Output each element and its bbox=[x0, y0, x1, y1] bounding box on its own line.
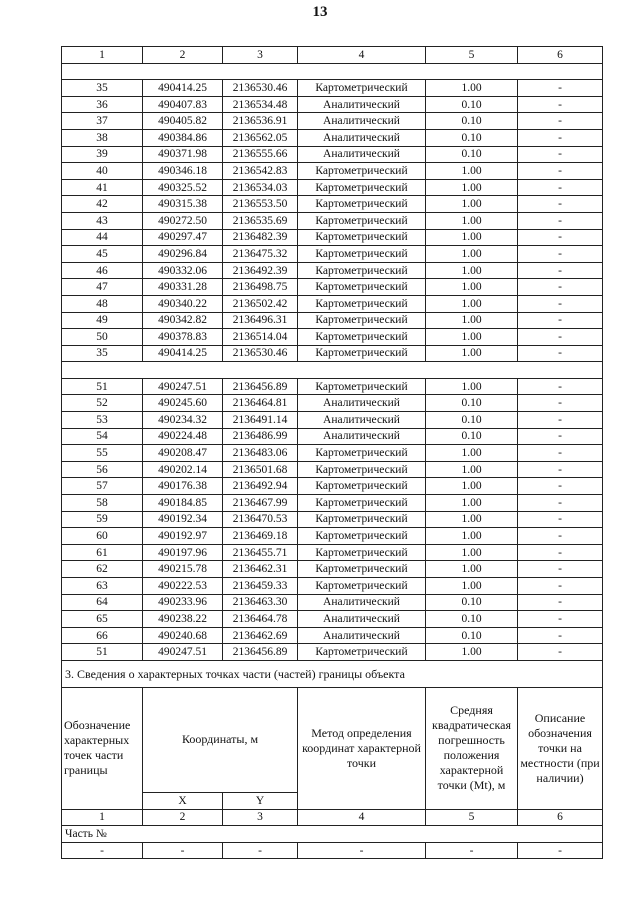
table-body bbox=[62, 47, 603, 859]
header-desc: Описание обозначения точки на местности (при наличии) bbox=[518, 687, 603, 809]
coord-y: 2136462.69 bbox=[223, 627, 298, 644]
coord-y: 2136502.42 bbox=[223, 295, 298, 312]
coord-y: 2136464.78 bbox=[223, 611, 298, 628]
method: Картометрический bbox=[298, 445, 426, 462]
table-row bbox=[62, 163, 603, 180]
table-row bbox=[62, 129, 603, 146]
coord-y: 2136462.31 bbox=[223, 561, 298, 578]
table-row bbox=[62, 412, 603, 429]
method: Картометрический bbox=[298, 80, 426, 97]
description: - bbox=[518, 279, 603, 296]
coord-x: 490407.83 bbox=[143, 96, 223, 113]
description: - bbox=[518, 295, 603, 312]
coord-x: 490192.34 bbox=[143, 511, 223, 528]
method: Аналитический bbox=[298, 611, 426, 628]
coord-y: 2136555.66 bbox=[223, 146, 298, 163]
coord-y: 2136470.53 bbox=[223, 511, 298, 528]
coord-y: 2136530.46 bbox=[223, 345, 298, 362]
coord-x: 490332.06 bbox=[143, 262, 223, 279]
method: Картометрический bbox=[298, 345, 426, 362]
error: 1.00 bbox=[426, 279, 518, 296]
method: Картометрический bbox=[298, 511, 426, 528]
error: 0.10 bbox=[426, 412, 518, 429]
table-row bbox=[62, 528, 603, 545]
table-row bbox=[62, 295, 603, 312]
table-row bbox=[62, 80, 603, 97]
point-number: 40 bbox=[62, 163, 143, 180]
method: Аналитический bbox=[298, 96, 426, 113]
point-number: 35 bbox=[62, 345, 143, 362]
coord-x: 490405.82 bbox=[143, 113, 223, 130]
point-number: 57 bbox=[62, 478, 143, 495]
coord-x: 490414.25 bbox=[143, 345, 223, 362]
description: - bbox=[518, 378, 603, 395]
error: 0.10 bbox=[426, 428, 518, 445]
coord-y: 2136496.31 bbox=[223, 312, 298, 329]
error: 0.10 bbox=[426, 146, 518, 163]
point-number: 62 bbox=[62, 561, 143, 578]
method: Аналитический bbox=[298, 113, 426, 130]
method: Аналитический bbox=[298, 594, 426, 611]
method: Аналитический bbox=[298, 428, 426, 445]
coord-y: 2136456.89 bbox=[223, 378, 298, 395]
table-row bbox=[62, 312, 603, 329]
column-number: 2 bbox=[143, 809, 223, 826]
method: Аналитический bbox=[298, 412, 426, 429]
coord-x: 490378.83 bbox=[143, 329, 223, 346]
point-number: 64 bbox=[62, 594, 143, 611]
error: 0.10 bbox=[426, 594, 518, 611]
error: 1.00 bbox=[426, 578, 518, 595]
method: Картометрический bbox=[298, 262, 426, 279]
point-number: 38 bbox=[62, 129, 143, 146]
coord-y: 2136501.68 bbox=[223, 461, 298, 478]
point-number: 54 bbox=[62, 428, 143, 445]
table-row bbox=[62, 345, 603, 362]
coord-y: 2136530.46 bbox=[223, 80, 298, 97]
error: 1.00 bbox=[426, 345, 518, 362]
description: - bbox=[518, 528, 603, 545]
empty-cell: - bbox=[62, 842, 143, 859]
column-number: 5 bbox=[426, 809, 518, 826]
method: Картометрический bbox=[298, 378, 426, 395]
point-number: 47 bbox=[62, 279, 143, 296]
column-number: 2 bbox=[143, 47, 223, 64]
coord-x: 490272.50 bbox=[143, 212, 223, 229]
description: - bbox=[518, 345, 603, 362]
error: 0.10 bbox=[426, 611, 518, 628]
point-number: 60 bbox=[62, 528, 143, 545]
coord-x: 490184.85 bbox=[143, 495, 223, 512]
point-number: 58 bbox=[62, 495, 143, 512]
description: - bbox=[518, 495, 603, 512]
table-row bbox=[62, 627, 603, 644]
section3-header-row bbox=[62, 687, 603, 792]
coord-x: 490245.60 bbox=[143, 395, 223, 412]
separator-row bbox=[62, 362, 603, 379]
coord-y: 2136536.91 bbox=[223, 113, 298, 130]
table-row bbox=[62, 428, 603, 445]
column-number: 5 bbox=[426, 47, 518, 64]
coord-y: 2136482.39 bbox=[223, 229, 298, 246]
point-number: 43 bbox=[62, 212, 143, 229]
column-number: 4 bbox=[298, 47, 426, 64]
table-row bbox=[62, 478, 603, 495]
table-row bbox=[62, 212, 603, 229]
coord-y: 2136514.04 bbox=[223, 329, 298, 346]
table-row bbox=[62, 196, 603, 213]
point-number: 66 bbox=[62, 627, 143, 644]
table-row bbox=[62, 246, 603, 263]
column-number-row bbox=[62, 809, 603, 826]
empty-cell: - bbox=[518, 842, 603, 859]
point-number: 50 bbox=[62, 329, 143, 346]
method: Картометрический bbox=[298, 495, 426, 512]
error: 0.10 bbox=[426, 395, 518, 412]
method: Картометрический bbox=[298, 478, 426, 495]
method: Картометрический bbox=[298, 528, 426, 545]
table-row bbox=[62, 578, 603, 595]
table-row bbox=[62, 445, 603, 462]
point-number: 39 bbox=[62, 146, 143, 163]
method: Аналитический bbox=[298, 627, 426, 644]
column-number: 1 bbox=[62, 47, 143, 64]
error: 1.00 bbox=[426, 329, 518, 346]
column-number: 6 bbox=[518, 47, 603, 64]
coord-y: 2136491.14 bbox=[223, 412, 298, 429]
coord-y: 2136562.05 bbox=[223, 129, 298, 146]
coord-x: 490331.28 bbox=[143, 279, 223, 296]
method: Аналитический bbox=[298, 395, 426, 412]
section-title: 3. Сведения о характерных точках части (частей) границы объекта bbox=[62, 660, 603, 687]
description: - bbox=[518, 212, 603, 229]
description: - bbox=[518, 412, 603, 429]
coord-y: 2136455.71 bbox=[223, 544, 298, 561]
coord-y: 2136464.81 bbox=[223, 395, 298, 412]
error: 1.00 bbox=[426, 378, 518, 395]
coord-y: 2136542.83 bbox=[223, 163, 298, 180]
coord-y: 2136498.75 bbox=[223, 279, 298, 296]
description: - bbox=[518, 461, 603, 478]
method: Картометрический bbox=[298, 578, 426, 595]
description: - bbox=[518, 395, 603, 412]
point-number: 56 bbox=[62, 461, 143, 478]
method: Картометрический bbox=[298, 163, 426, 180]
coord-y: 2136492.94 bbox=[223, 478, 298, 495]
coord-x: 490315.38 bbox=[143, 196, 223, 213]
description: - bbox=[518, 627, 603, 644]
coord-x: 490240.68 bbox=[143, 627, 223, 644]
header-method: Метод определения координат характерной точки bbox=[298, 687, 426, 809]
table-row bbox=[62, 179, 603, 196]
blank-row bbox=[62, 63, 603, 80]
table-row bbox=[62, 644, 603, 661]
description: - bbox=[518, 428, 603, 445]
error: 1.00 bbox=[426, 511, 518, 528]
coord-y: 2136456.89 bbox=[223, 644, 298, 661]
part-row bbox=[62, 826, 603, 843]
description: - bbox=[518, 312, 603, 329]
table-row bbox=[62, 113, 603, 130]
description: - bbox=[518, 262, 603, 279]
coord-x: 490296.84 bbox=[143, 246, 223, 263]
table-row bbox=[62, 842, 603, 859]
point-number: 37 bbox=[62, 113, 143, 130]
table-row bbox=[62, 329, 603, 346]
description: - bbox=[518, 561, 603, 578]
table-row bbox=[62, 146, 603, 163]
description: - bbox=[518, 611, 603, 628]
coord-y: 2136486.99 bbox=[223, 428, 298, 445]
coord-x: 490234.32 bbox=[143, 412, 223, 429]
method: Картометрический bbox=[298, 312, 426, 329]
coord-x: 490208.47 bbox=[143, 445, 223, 462]
coord-x: 490342.82 bbox=[143, 312, 223, 329]
coord-y: 2136535.69 bbox=[223, 212, 298, 229]
empty-cell: - bbox=[223, 842, 298, 859]
coord-y: 2136459.33 bbox=[223, 578, 298, 595]
coord-y: 2136483.06 bbox=[223, 445, 298, 462]
description: - bbox=[518, 196, 603, 213]
method: Картометрический bbox=[298, 179, 426, 196]
coord-x: 490384.86 bbox=[143, 129, 223, 146]
column-number: 3 bbox=[223, 47, 298, 64]
error: 1.00 bbox=[426, 561, 518, 578]
part-label: Часть № bbox=[62, 826, 603, 843]
method: Картометрический bbox=[298, 246, 426, 263]
method: Картометрический bbox=[298, 279, 426, 296]
empty-cell: - bbox=[426, 842, 518, 859]
coord-y: 2136469.18 bbox=[223, 528, 298, 545]
method: Аналитический bbox=[298, 146, 426, 163]
coord-x: 490297.47 bbox=[143, 229, 223, 246]
table-row bbox=[62, 279, 603, 296]
table-row bbox=[62, 395, 603, 412]
description: - bbox=[518, 163, 603, 180]
description: - bbox=[518, 129, 603, 146]
coord-x: 490247.51 bbox=[143, 644, 223, 661]
column-number-row bbox=[62, 47, 603, 64]
error: 1.00 bbox=[426, 163, 518, 180]
blank-row bbox=[62, 362, 603, 379]
method: Картометрический bbox=[298, 561, 426, 578]
method: Картометрический bbox=[298, 461, 426, 478]
point-number: 36 bbox=[62, 96, 143, 113]
error: 1.00 bbox=[426, 80, 518, 97]
coord-y: 2136553.50 bbox=[223, 196, 298, 213]
error: 1.00 bbox=[426, 295, 518, 312]
coord-y: 2136467.99 bbox=[223, 495, 298, 512]
point-number: 51 bbox=[62, 378, 143, 395]
error: 0.10 bbox=[426, 96, 518, 113]
point-number: 46 bbox=[62, 262, 143, 279]
column-number: 4 bbox=[298, 809, 426, 826]
coord-x: 490233.96 bbox=[143, 594, 223, 611]
point-number: 41 bbox=[62, 179, 143, 196]
table-row bbox=[62, 611, 603, 628]
method: Картометрический bbox=[298, 196, 426, 213]
coord-x: 490224.48 bbox=[143, 428, 223, 445]
column-number: 6 bbox=[518, 809, 603, 826]
coord-x: 490202.14 bbox=[143, 461, 223, 478]
method: Картометрический bbox=[298, 644, 426, 661]
description: - bbox=[518, 229, 603, 246]
point-number: 44 bbox=[62, 229, 143, 246]
error: 1.00 bbox=[426, 212, 518, 229]
description: - bbox=[518, 329, 603, 346]
page-number: 13 bbox=[312, 4, 328, 20]
method: Картометрический bbox=[298, 295, 426, 312]
point-number: 59 bbox=[62, 511, 143, 528]
point-number: 53 bbox=[62, 412, 143, 429]
coord-y: 2136492.39 bbox=[223, 262, 298, 279]
table-row bbox=[62, 229, 603, 246]
column-number: 3 bbox=[223, 809, 298, 826]
point-number: 52 bbox=[62, 395, 143, 412]
table-row bbox=[62, 594, 603, 611]
error: 0.10 bbox=[426, 113, 518, 130]
description: - bbox=[518, 113, 603, 130]
coord-x: 490325.52 bbox=[143, 179, 223, 196]
description: - bbox=[518, 80, 603, 97]
coord-x: 490238.22 bbox=[143, 611, 223, 628]
header-x: X bbox=[143, 792, 223, 809]
point-number: 63 bbox=[62, 578, 143, 595]
point-number: 55 bbox=[62, 445, 143, 462]
coordinates-table bbox=[61, 46, 603, 859]
coord-y: 2136534.48 bbox=[223, 96, 298, 113]
table-row bbox=[62, 378, 603, 395]
point-number: 65 bbox=[62, 611, 143, 628]
description: - bbox=[518, 594, 603, 611]
empty-cell: - bbox=[298, 842, 426, 859]
description: - bbox=[518, 644, 603, 661]
point-number: 42 bbox=[62, 196, 143, 213]
error: 1.00 bbox=[426, 262, 518, 279]
error: 1.00 bbox=[426, 478, 518, 495]
error: 1.00 bbox=[426, 179, 518, 196]
error: 1.00 bbox=[426, 229, 518, 246]
description: - bbox=[518, 544, 603, 561]
error: 1.00 bbox=[426, 461, 518, 478]
coord-x: 490414.25 bbox=[143, 80, 223, 97]
error: 1.00 bbox=[426, 528, 518, 545]
method: Картометрический bbox=[298, 544, 426, 561]
coord-x: 490346.18 bbox=[143, 163, 223, 180]
method: Картометрический bbox=[298, 329, 426, 346]
error: 1.00 bbox=[426, 644, 518, 661]
table-row bbox=[62, 495, 603, 512]
coord-y: 2136534.03 bbox=[223, 179, 298, 196]
coord-x: 490192.97 bbox=[143, 528, 223, 545]
coord-x: 490215.78 bbox=[143, 561, 223, 578]
column-number: 1 bbox=[62, 809, 143, 826]
description: - bbox=[518, 578, 603, 595]
error: 0.10 bbox=[426, 627, 518, 644]
table-row bbox=[62, 544, 603, 561]
error: 1.00 bbox=[426, 246, 518, 263]
header-points: Обозначение характерных точек части границы bbox=[62, 687, 143, 809]
point-number: 49 bbox=[62, 312, 143, 329]
coord-x: 490371.98 bbox=[143, 146, 223, 163]
coord-x: 490247.51 bbox=[143, 378, 223, 395]
error: 1.00 bbox=[426, 196, 518, 213]
description: - bbox=[518, 478, 603, 495]
coord-x: 490197.96 bbox=[143, 544, 223, 561]
coord-y: 2136475.32 bbox=[223, 246, 298, 263]
point-number: 48 bbox=[62, 295, 143, 312]
table-row bbox=[62, 561, 603, 578]
description: - bbox=[518, 146, 603, 163]
coord-x: 490222.53 bbox=[143, 578, 223, 595]
description: - bbox=[518, 96, 603, 113]
point-number: 61 bbox=[62, 544, 143, 561]
coord-x: 490340.22 bbox=[143, 295, 223, 312]
description: - bbox=[518, 511, 603, 528]
error: 1.00 bbox=[426, 312, 518, 329]
header-coords: Координаты, м bbox=[143, 687, 298, 792]
point-number: 45 bbox=[62, 246, 143, 263]
description: - bbox=[518, 179, 603, 196]
coord-x: 490176.38 bbox=[143, 478, 223, 495]
description: - bbox=[518, 445, 603, 462]
separator-row bbox=[62, 63, 603, 80]
description: - bbox=[518, 246, 603, 263]
header-y: Y bbox=[223, 792, 298, 809]
point-number: 35 bbox=[62, 80, 143, 97]
error: 0.10 bbox=[426, 129, 518, 146]
method: Аналитический bbox=[298, 129, 426, 146]
table-row bbox=[62, 511, 603, 528]
error: 1.00 bbox=[426, 445, 518, 462]
table-row bbox=[62, 262, 603, 279]
point-number: 51 bbox=[62, 644, 143, 661]
table-row bbox=[62, 96, 603, 113]
table-row bbox=[62, 461, 603, 478]
error: 1.00 bbox=[426, 495, 518, 512]
empty-cell: - bbox=[143, 842, 223, 859]
error: 1.00 bbox=[426, 544, 518, 561]
method: Картометрический bbox=[298, 212, 426, 229]
coord-y: 2136463.30 bbox=[223, 594, 298, 611]
method: Картометрический bbox=[298, 229, 426, 246]
section-title-row bbox=[62, 660, 603, 687]
header-error: Средняя квадратическая погрешность положения характерной точки (Mt), м bbox=[426, 687, 518, 809]
